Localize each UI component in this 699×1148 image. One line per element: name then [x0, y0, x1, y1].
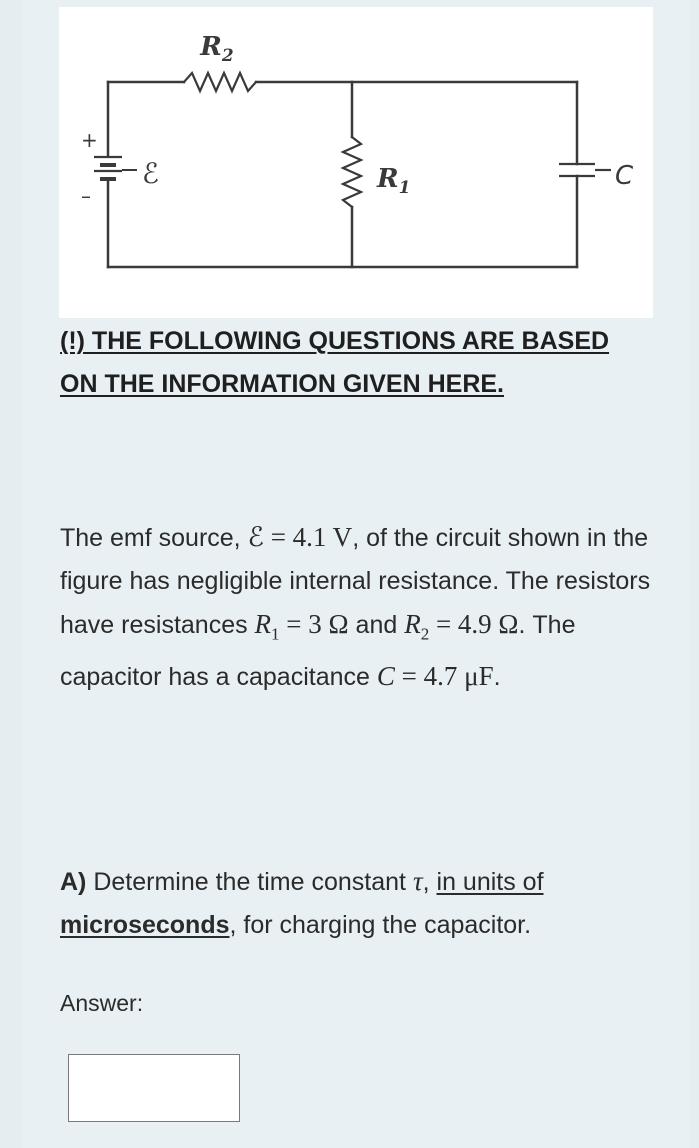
emf-symbol: ℰ: [247, 522, 264, 552]
question-text-2: ,: [422, 868, 437, 896]
c-value: = 4.7 μF: [394, 661, 494, 692]
r2-equation: [404, 609, 519, 644]
circuit-diagram: [59, 7, 653, 318]
circuit-figure: [59, 7, 653, 318]
c-symbol: C: [376, 661, 395, 692]
emf-equation: [248, 522, 353, 552]
answer-label: Answer:: [60, 990, 144, 1016]
r1-symbol: R: [254, 609, 272, 639]
r1-value: = 3 Ω: [279, 609, 349, 639]
resistor-r2: [184, 73, 256, 91]
question-underline-2: microseconds: [60, 911, 230, 939]
r2-label: $R_2$: [200, 32, 234, 66]
problem-text-4: . The capacitor has a capacitance: [60, 611, 576, 692]
question-underline-1: in units of: [436, 868, 544, 896]
notice-heading: [60, 320, 620, 406]
r2-subscript: 2: [420, 624, 430, 644]
minus-sign: –: [81, 184, 91, 208]
c-equation: [377, 661, 494, 691]
r1-subscript: 1: [271, 624, 280, 644]
emf-value: = 4.1 V: [263, 522, 353, 552]
r2-symbol: R: [404, 609, 421, 639]
resistor-r1: [343, 137, 361, 207]
problem-text-3: and: [348, 611, 405, 639]
r1-label: $R_1$: [377, 164, 411, 198]
problem-text-5: .: [493, 663, 501, 692]
problem-statement: [60, 516, 660, 699]
question-a: [60, 860, 660, 947]
notice-text: (!) THE FOLLOWING QUESTIONS ARE BASED ON THE INFORMATION GIVEN HERE.: [60, 327, 610, 398]
capacitor-label: C: [615, 161, 634, 191]
r2-value: = 4.9 Ω: [429, 609, 519, 639]
question-label: A): [60, 868, 87, 896]
problem-text-1: The emf source,: [60, 524, 248, 552]
r1-equation: [254, 609, 349, 644]
question-text-4: , for charging the capacitor.: [229, 911, 532, 939]
tau-symbol: τ: [412, 866, 423, 896]
problem-text-2: , of the circuit shown in the figure has negligible internal resistance. The resistors have resistances: [60, 524, 651, 639]
plus-sign: +: [81, 128, 98, 152]
question-text-1: Determine the time constant: [86, 868, 413, 896]
emf-label: ℰ: [142, 157, 159, 190]
answer-input[interactable]: [68, 1054, 240, 1122]
